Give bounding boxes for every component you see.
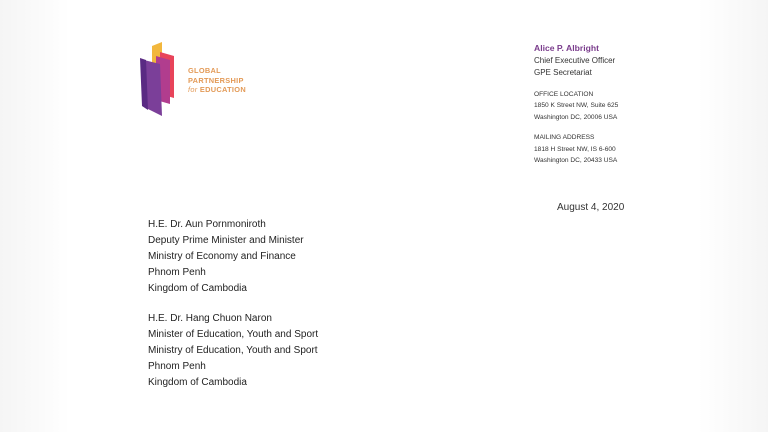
- recipient-2-line-1: H.E. Dr. Hang Chuon Naron: [148, 313, 272, 324]
- recipient-2-line-5: Kingdom of Cambodia: [148, 377, 247, 388]
- recipient-2-line-2: Minister of Education, Youth and Sport: [148, 329, 319, 340]
- sender-title: Chief Executive Officer: [534, 55, 616, 65]
- mailing-heading: MAILING ADDRESS: [534, 134, 595, 141]
- office-location: [534, 89, 618, 124]
- sender-name: Alice P. Albright: [534, 43, 599, 53]
- scan-edge-left: [0, 0, 70, 432]
- recipient-1-line-2: Deputy Prime Minister and Minister: [148, 235, 304, 246]
- mailing-line-1: 1818 H Street NW, IS 6-600: [534, 145, 616, 153]
- recipient-1-line-5: Kingdom of Cambodia: [148, 283, 247, 294]
- logo-line-2: PARTNERSHIP: [188, 75, 244, 85]
- logo-line-3-suffix: EDUCATION: [199, 85, 246, 94]
- office-line-2: Washington DC, 20006 USA: [534, 113, 618, 121]
- logo-line-1: GLOBAL: [188, 66, 222, 75]
- recipient-2-line-3: Ministry of Education, Youth and Sport: [148, 345, 318, 356]
- letter-date: August 4, 2020: [557, 202, 625, 213]
- sender-block: [534, 42, 618, 167]
- scan-edge-right: [698, 0, 768, 432]
- sender-org: GPE Secretariat: [534, 68, 592, 77]
- logo-line-3-prefix: for: [188, 85, 198, 94]
- mailing-line-2: Washington DC, 20433 USA: [534, 157, 618, 164]
- recipient-1: [148, 217, 304, 297]
- recipient-1-line-4: Phnom Penh: [148, 267, 206, 278]
- book-icon: [140, 42, 184, 122]
- gpe-logo: [140, 42, 260, 122]
- recipient-1-line-1: H.E. Dr. Aun Pornmoniroth: [148, 219, 266, 230]
- recipient-2: [148, 311, 318, 391]
- logo-wordmark: [188, 66, 246, 95]
- mailing-address: [534, 132, 618, 167]
- recipient-2-line-4: Phnom Penh: [148, 361, 206, 372]
- recipient-1-line-3: Ministry of Economy and Finance: [148, 251, 296, 262]
- office-heading: OFFICE LOCATION: [534, 90, 594, 98]
- office-line-1: 1850 K Street NW, Suite 625: [534, 102, 619, 109]
